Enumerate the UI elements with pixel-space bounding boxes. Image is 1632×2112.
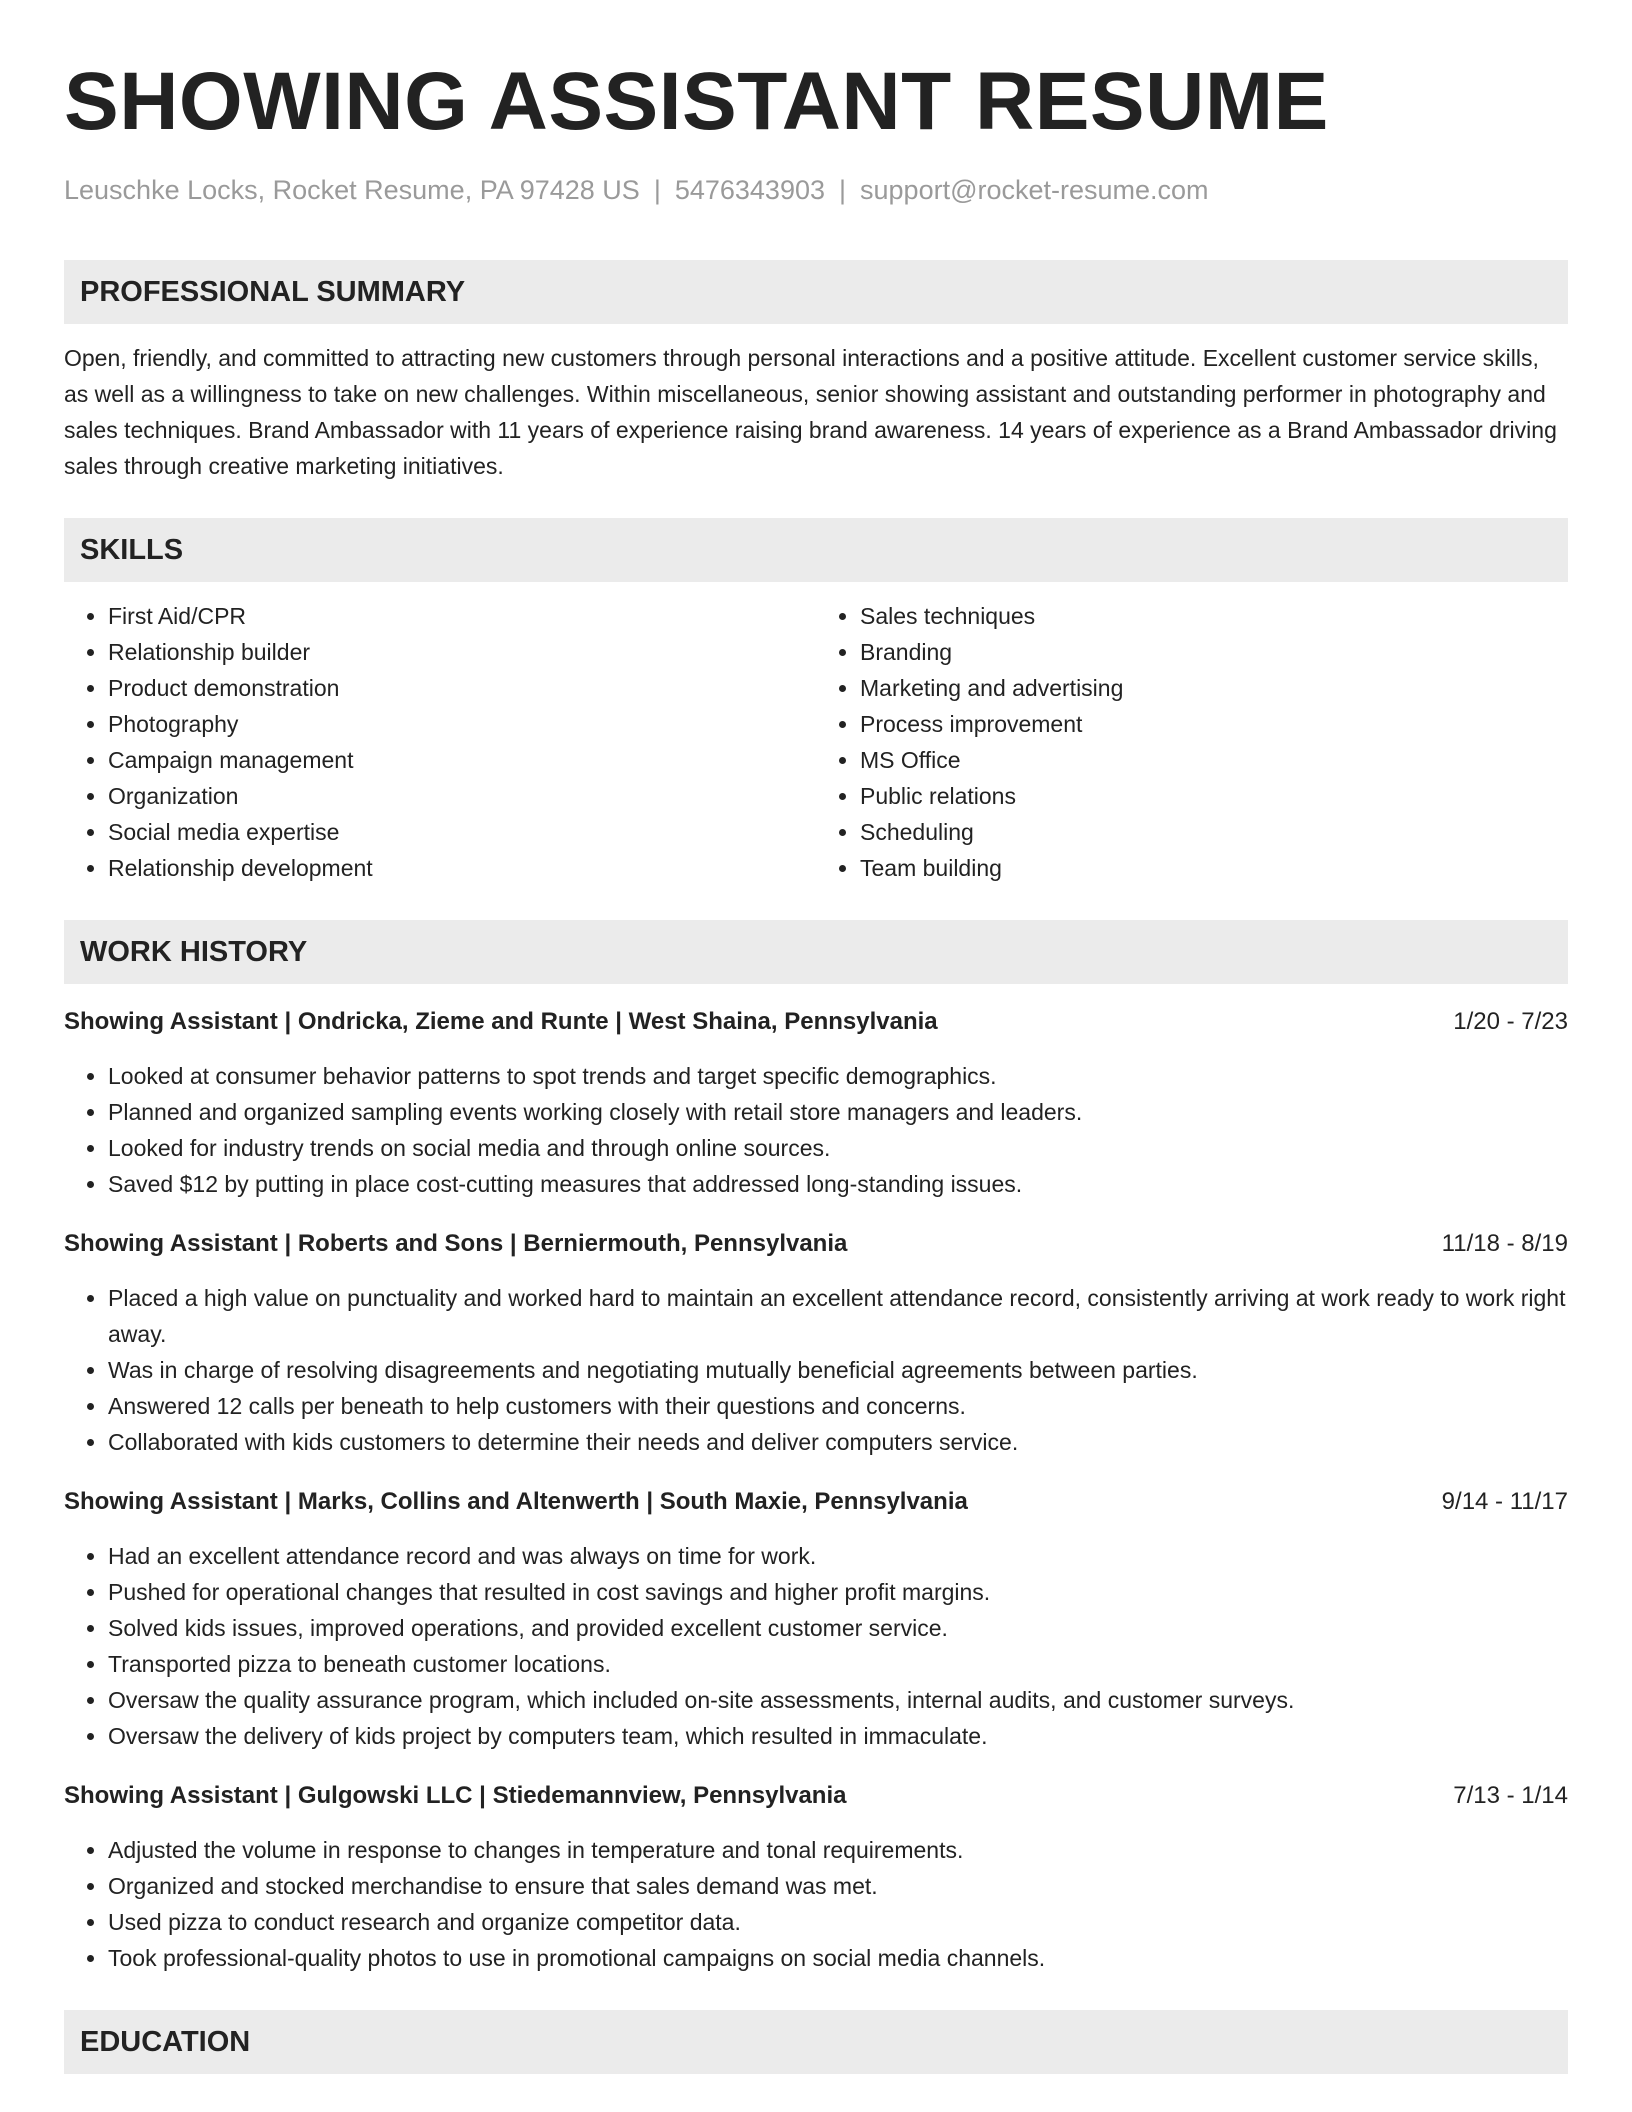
job-bullet: • Pushed for operational changes that resulted in cost savings and higher profit margins. <box>108 1574 1568 1610</box>
section-heading-skills: SKILLS <box>64 518 1568 582</box>
job-bullets <box>64 1538 1568 1754</box>
job-bullet: • Organized and stocked merchandise to ensure that sales demand was met. <box>108 1868 1568 1904</box>
work-history-list <box>64 1004 1568 1976</box>
skill-item: • Photography <box>108 706 816 742</box>
job-entry <box>64 1004 1568 1202</box>
job-header <box>64 1226 1568 1262</box>
skill-item: • First Aid/CPR <box>108 598 816 634</box>
skill-item: • MS Office <box>860 742 1568 778</box>
job-dates: 11/18 - 8/19 <box>1441 1230 1568 1257</box>
skill-item: • Team building <box>860 850 1568 886</box>
section-heading-summary: PROFESSIONAL SUMMARY <box>64 260 1568 324</box>
job-header <box>64 1004 1568 1040</box>
job-title: Showing Assistant | Ondricka, Zieme and Runte | West Shaina, Pennsylvania <box>64 1008 938 1035</box>
skill-item: • Product demonstration <box>108 670 816 706</box>
skill-item: • Branding <box>860 634 1568 670</box>
job-entry <box>64 1778 1568 1976</box>
skill-item: • Process improvement <box>860 706 1568 742</box>
job-bullet: • Looked for industry trends on social media and through online sources. <box>108 1130 1568 1166</box>
job-bullet: • Was in charge of resolving disagreements and negotiating mutually beneficial agreements between parties. <box>108 1352 1568 1388</box>
contact-separator: | <box>839 175 847 205</box>
job-title: Showing Assistant | Gulgowski LLC | Stiedemannview, Pennsylvania <box>64 1782 847 1809</box>
skills-grid <box>64 598 1568 886</box>
job-header <box>64 1778 1568 1814</box>
job-bullets <box>64 1832 1568 1976</box>
job-bullets <box>64 1280 1568 1460</box>
contact-address: Leuschke Locks, Rocket Resume, PA 97428 US <box>64 175 640 205</box>
section-heading-education: EDUCATION <box>64 2010 1568 2074</box>
summary-text: Open, friendly, and committed to attracting new customers through personal interactions and a positive attitude. Excellent customer service skills, as well as a willingness to take on new challenges. Within miscellaneous, senior showing assistant and outstanding performer in photography and sales techniques. Brand Ambassador with 11 years of experience raising brand awareness. 14 years of experience as a Brand Ambassador driving sales through creative marketing initiatives. <box>64 345 1557 479</box>
contact-line <box>64 172 1568 208</box>
skill-item: • Public relations <box>860 778 1568 814</box>
job-bullet: • Saved $12 by putting in place cost-cutting measures that addressed long-standing issues. <box>108 1166 1568 1202</box>
contact-phone: 5476343903 <box>674 175 825 205</box>
job-bullet: • Collaborated with kids customers to determine their needs and deliver computers service. <box>108 1424 1568 1460</box>
skill-item: • Organization <box>108 778 816 814</box>
skill-item: • Marketing and advertising <box>860 670 1568 706</box>
job-bullet: • Adjusted the volume in response to changes in temperature and tonal requirements. <box>108 1832 1568 1868</box>
skill-item: • Social media expertise <box>108 814 816 850</box>
job-bullet: • Oversaw the quality assurance program, which included on-site assessments, internal audits, and customer surveys. <box>108 1682 1568 1718</box>
skills-column-right <box>816 598 1568 886</box>
skills-column-left <box>64 598 816 886</box>
skill-item: • Relationship development <box>108 850 816 886</box>
skill-item: • Campaign management <box>108 742 816 778</box>
job-bullet: • Used pizza to conduct research and organize competitor data. <box>108 1904 1568 1940</box>
job-title: Showing Assistant | Marks, Collins and Altenwerth | South Maxie, Pennsylvania <box>64 1488 968 1515</box>
job-bullet: • Placed a high value on punctuality and worked hard to maintain an excellent attendance record, consistently arriving at work ready to work right away. <box>108 1280 1568 1352</box>
job-entry <box>64 1484 1568 1754</box>
job-entry <box>64 1226 1568 1460</box>
job-dates: 9/14 - 11/17 <box>1441 1488 1568 1515</box>
section-heading-work-history: WORK HISTORY <box>64 920 1568 984</box>
skill-item: • Relationship builder <box>108 634 816 670</box>
job-bullet: • Had an excellent attendance record and was always on time for work. <box>108 1538 1568 1574</box>
job-bullet: • Looked at consumer behavior patterns to spot trends and target specific demographics. <box>108 1058 1568 1094</box>
job-title: Showing Assistant | Roberts and Sons | Berniermouth, Pennsylvania <box>64 1230 848 1257</box>
skill-item: • Sales techniques <box>860 598 1568 634</box>
job-bullet: • Answered 12 calls per beneath to help customers with their questions and concerns. <box>108 1388 1568 1424</box>
job-bullet: • Oversaw the delivery of kids project by computers team, which resulted in immaculate. <box>108 1718 1568 1754</box>
job-bullet: • Solved kids issues, improved operations, and provided excellent customer service. <box>108 1610 1568 1646</box>
job-bullet: • Planned and organized sampling events working closely with retail store managers and leaders. <box>108 1094 1568 1130</box>
skill-item: • Scheduling <box>860 814 1568 850</box>
job-bullets <box>64 1058 1568 1202</box>
job-header <box>64 1484 1568 1520</box>
contact-separator: | <box>653 175 661 205</box>
job-bullet: • Took professional-quality photos to use in promotional campaigns on social media channels. <box>108 1940 1568 1976</box>
resume-title: SHOWING ASSISTANT RESUME <box>64 56 1329 147</box>
job-bullet: • Transported pizza to beneath customer locations. <box>108 1646 1568 1682</box>
job-dates: 1/20 - 7/23 <box>1453 1008 1568 1035</box>
job-dates: 7/13 - 1/14 <box>1453 1782 1568 1809</box>
contact-email: support@rocket-resume.com <box>860 175 1209 205</box>
